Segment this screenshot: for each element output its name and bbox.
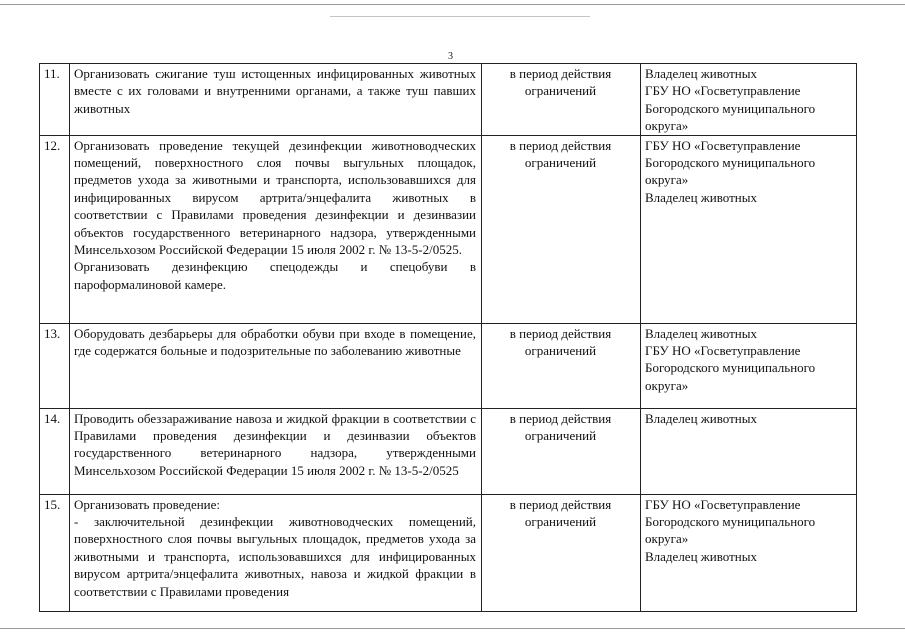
period-text: в период действия bbox=[509, 137, 612, 153]
action-text: Проводить обеззараживание навоза и жидкой фракции в соответствии с Правилами проведения дезинфекции и дезинвазии объектов государственного ветеринарного надзора, утвержденными Минсельхозом Российской Федерации 15 июля 2002 г. № 13-5-2/0525 bbox=[74, 410, 476, 478]
measures-table bbox=[39, 63, 857, 612]
action-text: Организовать дезинфекцию спецодежды и спецобуви в пароформалиновой камере. bbox=[74, 259, 476, 292]
responsible-text: ГБУ НО «Госветуправление bbox=[645, 343, 801, 359]
row-number: 11. bbox=[40, 64, 70, 136]
action-cell bbox=[70, 323, 482, 408]
period-text: в период действия bbox=[509, 496, 612, 512]
period-text: в период действия bbox=[509, 325, 612, 341]
responsible-text: Богородского муниципального bbox=[645, 360, 816, 376]
table-row bbox=[40, 323, 857, 408]
period-text: в период действия bbox=[509, 410, 612, 426]
responsible-text: Владелец животных bbox=[645, 548, 757, 564]
responsible-text: ГБУ НО «Госветуправление bbox=[645, 137, 801, 153]
period-text: ограничений bbox=[524, 514, 597, 530]
period-text: ограничений bbox=[524, 343, 597, 359]
scan-edge-bottom bbox=[0, 628, 905, 629]
table-row bbox=[40, 135, 857, 323]
period-cell bbox=[482, 135, 641, 323]
action-text: Оборудовать дезбарьеры для обработки обуви при входе в помещение, где содержатся больные и подозрительные по заболеванию животные bbox=[74, 325, 476, 359]
period-text: в период действия bbox=[509, 66, 612, 81]
responsible-cell bbox=[641, 408, 857, 494]
responsible-cell bbox=[641, 323, 857, 408]
scan-edge-top-fragment bbox=[330, 16, 590, 17]
responsible-text: Богородского муниципального bbox=[645, 514, 816, 530]
responsible-text: ГБУ НО «Госветуправление bbox=[645, 496, 801, 512]
period-cell bbox=[482, 323, 641, 408]
period-text: ограничений bbox=[524, 155, 597, 171]
responsible-text: Владелец животных bbox=[645, 189, 757, 205]
period-text: ограничений bbox=[524, 83, 597, 99]
row-number: 13. bbox=[40, 323, 70, 408]
action-cell bbox=[70, 408, 482, 494]
responsible-text: Богородского муниципального bbox=[645, 100, 816, 116]
scan-edge-top bbox=[0, 4, 905, 5]
period-cell bbox=[482, 64, 641, 136]
table-row bbox=[40, 408, 857, 494]
responsible-text: округа» bbox=[645, 118, 689, 134]
row-number: 12. bbox=[40, 135, 70, 323]
action-cell bbox=[70, 135, 482, 323]
responsible-cell bbox=[641, 64, 857, 136]
period-cell bbox=[482, 408, 641, 494]
action-text: Организовать проведение текущей дезинфекции животноводческих помещений, поверхностного слоя почвы выгульных площадок, предметов ухода за животными и транспорта, использовавшихся для инфицированных вирусом артрита/энцефалита животных в соответствии с Правилами проведения дезинфекции и дезинвазии объектов государственного ветеринарного надзора, утвержденными Минсельхозом Российской Федерации 15 июля 2002 г. № 13-5-2/0525. bbox=[74, 137, 476, 258]
responsible-text: Владелец животных bbox=[645, 325, 757, 341]
table-row bbox=[40, 64, 857, 136]
responsible-text: ГБУ НО «Госветуправление bbox=[645, 83, 801, 99]
action-text: Организовать проведение: bbox=[74, 496, 221, 512]
period-text: ограничений bbox=[524, 428, 597, 444]
responsible-text: округа» bbox=[645, 377, 689, 393]
responsible-text: округа» bbox=[645, 172, 689, 188]
period-cell bbox=[482, 494, 641, 611]
row-number: 14. bbox=[40, 408, 70, 494]
responsible-text: Владелец животных bbox=[645, 66, 757, 81]
page-number: 3 bbox=[448, 51, 453, 62]
responsible-cell bbox=[641, 135, 857, 323]
responsible-text: округа» bbox=[645, 531, 689, 547]
action-cell bbox=[70, 494, 482, 611]
row-number: 15. bbox=[40, 494, 70, 611]
action-text: - заключительной дезинфекции животноводческих помещений, поверхностного слоя почвы выгульных площадок, предметов ухода за животными и транспорта, использовавшихся для инфицированных вирусом артрита/энцефалита животных, навоза и жидкой фракции в соответствии с Правилами проведения bbox=[74, 514, 476, 599]
responsible-text: Владелец животных bbox=[645, 410, 757, 426]
action-text: Организовать сжигание туш истощенных инфицированных животных вместе с их головами и внутренними органами, а также туш павших животных bbox=[74, 66, 476, 116]
table-row bbox=[40, 494, 857, 611]
action-cell bbox=[70, 64, 482, 136]
responsible-text: Богородского муниципального bbox=[645, 155, 816, 171]
responsible-cell bbox=[641, 494, 857, 611]
